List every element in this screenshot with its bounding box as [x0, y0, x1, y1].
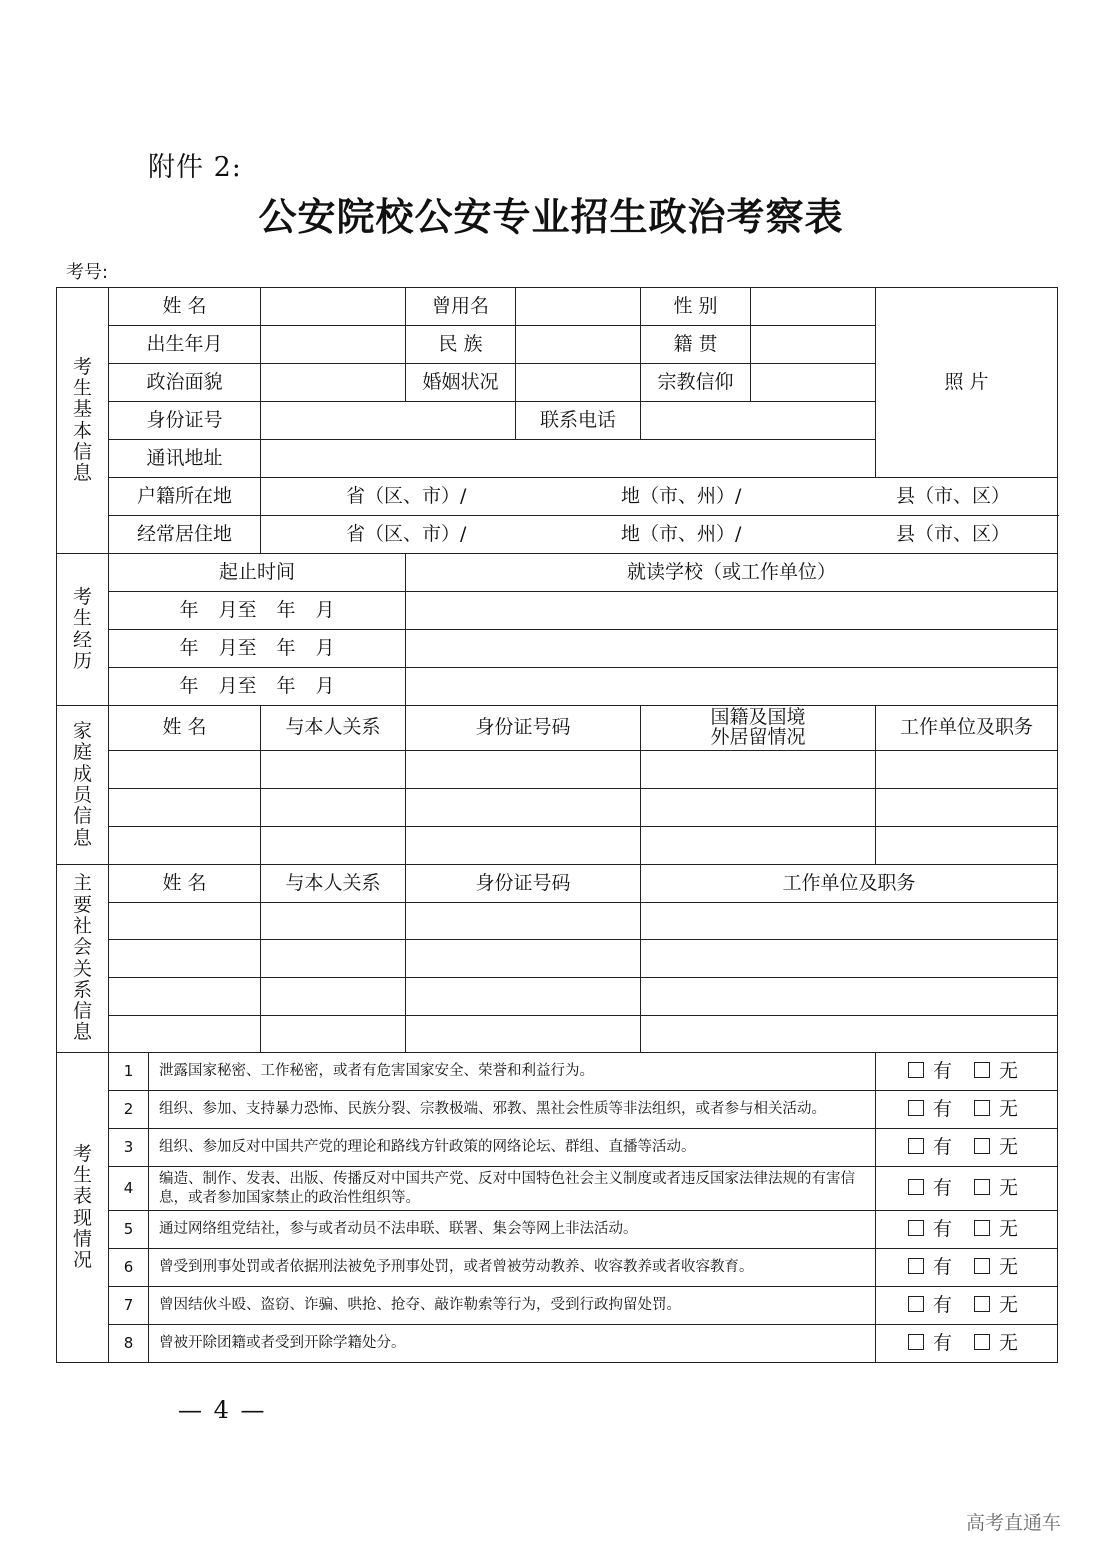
item-number: 4: [109, 1167, 149, 1211]
item-number: 2: [109, 1091, 149, 1129]
yes-label: 有: [933, 1331, 953, 1354]
no-checkbox[interactable]: [974, 1100, 990, 1116]
label-marital: 婚姻状况: [406, 364, 516, 402]
label-politics: 政治面貌: [109, 364, 261, 402]
label-ethnicity: 民 族: [406, 326, 516, 364]
performance-row-8: [57, 1325, 1058, 1363]
family-header-id: 身份证号码: [406, 706, 641, 751]
no-checkbox[interactable]: [974, 1179, 990, 1195]
performance-row-7: [57, 1287, 1058, 1325]
family-header-relation: 与本人关系: [261, 706, 406, 751]
yes-no-choice[interactable]: [876, 1091, 1058, 1129]
page-number: — 4 —: [178, 1396, 267, 1424]
item-text: 组织、参加、支持暴力恐怖、民族分裂、宗教极端、邪教、黑社会性质等非法组织，或者参与相关活动。: [149, 1091, 876, 1129]
item-text: 通过网络组党结社，参与或者动员不法串联、联署、集会等网上非法活动。: [149, 1211, 876, 1249]
item-text: 曾因结伙斗殴、盗窃、诈骗、哄抢、抢夺、敲诈勒索等行为，受到行政拘留处罚。: [149, 1287, 876, 1325]
family-header-name: 姓 名: [109, 706, 261, 751]
table-row: [57, 827, 1058, 865]
no-label: 无: [999, 1293, 1019, 1316]
yes-checkbox[interactable]: [908, 1258, 924, 1274]
yes-checkbox[interactable]: [908, 1334, 924, 1350]
no-checkbox[interactable]: [974, 1138, 990, 1154]
family-header-nationality: 国籍及国境外居留情况: [641, 706, 876, 751]
yes-label: 有: [933, 1217, 953, 1240]
item-number: 7: [109, 1287, 149, 1325]
label-religion: 宗教信仰: [641, 364, 751, 402]
label-former-name: 曾用名: [406, 288, 516, 326]
field-religion[interactable]: [751, 364, 876, 402]
no-checkbox[interactable]: [974, 1220, 990, 1236]
item-number: 1: [109, 1053, 149, 1091]
label-birth: 出生年月: [109, 326, 261, 364]
yes-label: 有: [933, 1097, 953, 1120]
item-number: 5: [109, 1211, 149, 1249]
field-marital[interactable]: [516, 364, 641, 402]
yes-no-choice[interactable]: [876, 1211, 1058, 1249]
performance-row-5: [57, 1211, 1058, 1249]
label-residence: 经常居住地: [109, 516, 261, 554]
no-label: 无: [999, 1217, 1019, 1240]
item-text: 编造、制作、发表、出版、传播反对中国共产党、反对中国特色社会主义制度或者违反国家法律法规的有害信息，或者参加国家禁止的政治性组织等。: [149, 1167, 876, 1211]
header-school: 就读学校（或工作单位）: [406, 554, 1058, 592]
yes-label: 有: [933, 1135, 953, 1158]
field-gender[interactable]: [751, 288, 876, 326]
section-social: 主要社会关系信息: [57, 865, 109, 1053]
residence-province: 省（区、市）/: [346, 522, 467, 545]
table-row: [57, 789, 1058, 827]
performance-row-3: [57, 1129, 1058, 1167]
history-period-3[interactable]: 年 月至 年 月: [109, 668, 406, 706]
yes-label: 有: [933, 1293, 953, 1316]
table-row: [57, 940, 1058, 978]
yes-checkbox[interactable]: [908, 1100, 924, 1116]
no-label: 无: [999, 1097, 1019, 1120]
social-header-name: 姓 名: [109, 865, 261, 903]
field-hukou[interactable]: [261, 478, 1058, 516]
field-name[interactable]: [261, 288, 406, 326]
hukou-city: 地（市、州）/: [621, 484, 742, 507]
item-text: 组织、参加反对中国共产党的理论和路线方针政策的网络论坛、群组、直播等活动。: [149, 1129, 876, 1167]
section-history: 考生经历: [57, 554, 109, 706]
yes-no-choice[interactable]: [876, 1129, 1058, 1167]
table-row: [57, 751, 1058, 789]
field-politics[interactable]: [261, 364, 406, 402]
label-phone: 联系电话: [516, 402, 641, 440]
section-family: 家庭成员信息: [57, 706, 109, 865]
item-number: 3: [109, 1129, 149, 1167]
item-text: 泄露国家秘密、工作秘密，或者有危害国家安全、荣誉和利益行为。: [149, 1053, 876, 1091]
field-phone[interactable]: [641, 402, 876, 440]
history-period-1[interactable]: 年 月至 年 月: [109, 592, 406, 630]
no-label: 无: [999, 1135, 1019, 1158]
yes-no-choice[interactable]: [876, 1053, 1058, 1091]
label-hukou: 户籍所在地: [109, 478, 261, 516]
section-basic-info: 考生基本信息: [57, 288, 109, 554]
no-checkbox[interactable]: [974, 1296, 990, 1312]
no-label: 无: [999, 1176, 1019, 1199]
performance-row-1: [57, 1053, 1058, 1091]
field-address[interactable]: [261, 440, 876, 478]
residence-county: 县（市、区）: [896, 522, 1011, 545]
label-id-number: 身份证号: [109, 402, 261, 440]
yes-checkbox[interactable]: [908, 1220, 924, 1236]
label-gender: 性 别: [641, 288, 751, 326]
history-school-3[interactable]: [406, 668, 1058, 706]
social-header-id: 身份证号码: [406, 865, 641, 903]
header-period: 起止时间: [109, 554, 406, 592]
residence-city: 地（市、州）/: [621, 522, 742, 545]
hukou-province: 省（区、市）/: [346, 484, 467, 507]
section-performance: 考生表现情况: [57, 1053, 109, 1363]
field-native-place[interactable]: [751, 326, 876, 364]
exam-number-label: 考号:: [66, 262, 109, 283]
item-number: 6: [109, 1249, 149, 1287]
yes-checkbox[interactable]: [908, 1062, 924, 1078]
label-native-place: 籍 贯: [641, 326, 751, 364]
field-ethnicity[interactable]: [516, 326, 641, 364]
field-birth[interactable]: [261, 326, 406, 364]
performance-row-2: [57, 1091, 1058, 1129]
yes-no-choice[interactable]: [876, 1325, 1058, 1363]
yes-label: 有: [933, 1059, 953, 1082]
social-header-relation: 与本人关系: [261, 865, 406, 903]
attachment-label: 附件 2:: [148, 152, 242, 183]
no-checkbox[interactable]: [974, 1334, 990, 1350]
yes-no-choice[interactable]: [876, 1249, 1058, 1287]
hukou-county: 县（市、区）: [896, 484, 1011, 507]
item-text: 曾受到刑事处罚或者依据刑法被免予刑事处罚，或者曾被劳动教养、收容教养或者收容教育。: [149, 1249, 876, 1287]
label-name: 姓 名: [109, 288, 261, 326]
watermark-text: 高考直通车: [966, 1512, 1062, 1534]
field-id-number[interactable]: [261, 402, 516, 440]
yes-no-choice[interactable]: [876, 1167, 1058, 1211]
yes-no-choice[interactable]: [876, 1287, 1058, 1325]
performance-row-4: [57, 1167, 1058, 1211]
table-row: [57, 1016, 1058, 1053]
field-residence[interactable]: [261, 516, 1058, 554]
page-title: 公安院校公安专业招生政治考察表: [258, 194, 844, 239]
no-label: 无: [999, 1331, 1019, 1354]
yes-checkbox[interactable]: [908, 1179, 924, 1195]
yes-checkbox[interactable]: [908, 1296, 924, 1312]
no-checkbox[interactable]: [974, 1062, 990, 1078]
social-header-work: 工作单位及职务: [641, 865, 1058, 903]
table-row: [57, 978, 1058, 1016]
yes-label: 有: [933, 1255, 953, 1278]
no-label: 无: [999, 1255, 1019, 1278]
family-header-work: 工作单位及职务: [876, 706, 1058, 751]
political-review-form: [56, 287, 1058, 1363]
yes-label: 有: [933, 1176, 953, 1199]
history-school-1[interactable]: [406, 592, 1058, 630]
no-label: 无: [999, 1059, 1019, 1082]
field-former-name[interactable]: [516, 288, 641, 326]
no-checkbox[interactable]: [974, 1258, 990, 1274]
performance-row-6: [57, 1249, 1058, 1287]
item-text: 曾被开除团籍或者受到开除学籍处分。: [149, 1325, 876, 1363]
label-address: 通讯地址: [109, 440, 261, 478]
history-period-2[interactable]: 年 月至 年 月: [109, 630, 406, 668]
photo-box[interactable]: 照 片: [876, 288, 1058, 478]
yes-checkbox[interactable]: [908, 1138, 924, 1154]
table-row: [57, 903, 1058, 940]
history-school-2[interactable]: [406, 630, 1058, 668]
item-number: 8: [109, 1325, 149, 1363]
